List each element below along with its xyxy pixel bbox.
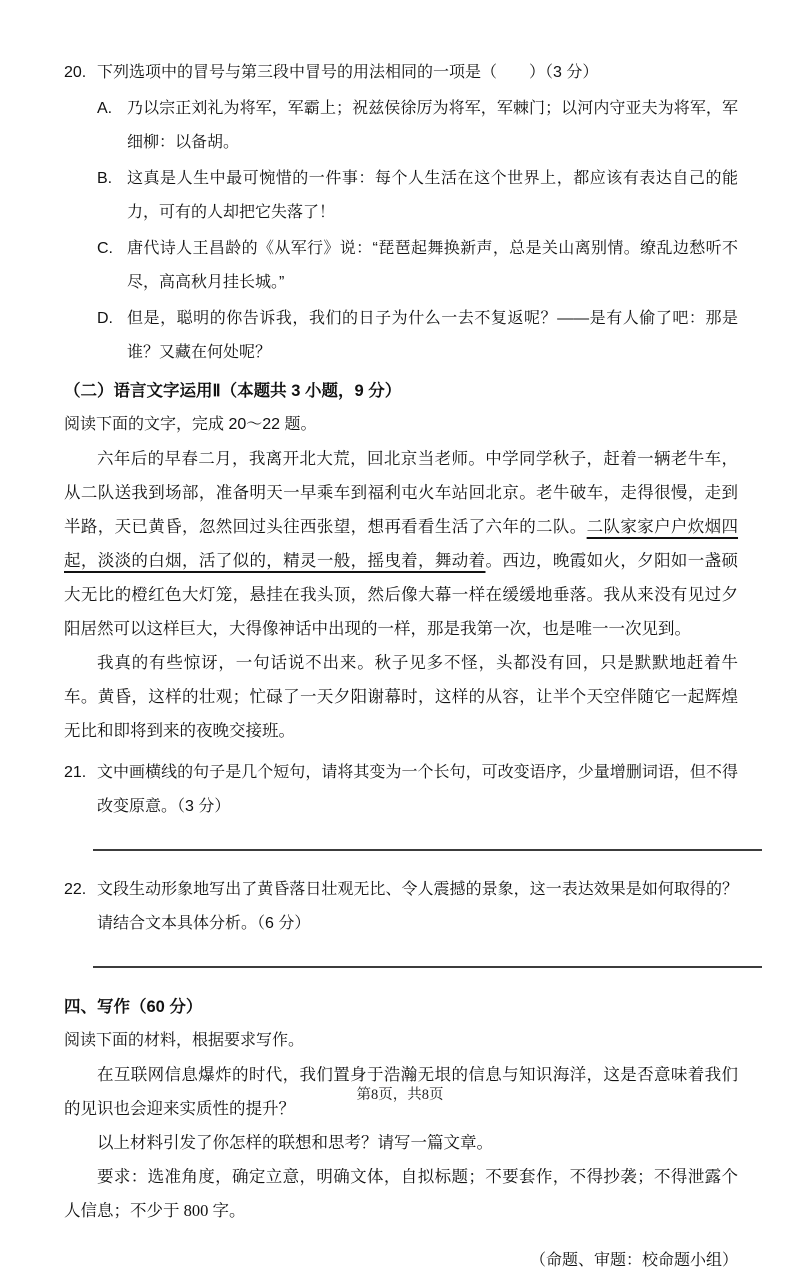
passage-p1-after: 。西边，晚霞如火，夕阳如一盏硕大无比的橙红色大灯笼，悬挂在我头顶，然后像大幕一样在缓缓地垂落。我从来没有见过夕阳居然可以这样巨大，大得像神话中出现的一样，那是我第一次，也是唯一一次见到。 [64, 551, 739, 638]
question-20-block [64, 56, 738, 370]
question-22 [64, 873, 738, 941]
option-b-label: B. [97, 170, 113, 187]
section-4-intro: 阅读下面的材料，根据要求写作。 [64, 1032, 305, 1049]
question-20-number: 20. [64, 64, 87, 81]
option-a-label: A. [97, 100, 113, 117]
page-footer: 第8页，共8页 [356, 1087, 444, 1103]
question-21-number: 21. [64, 764, 87, 781]
option-c-label: C. [97, 240, 113, 257]
essay-material: 在互联网信息爆炸的时代，我们置身于浩瀚无垠的信息与知识海洋，这是否意味着我们的见识也会迎来实质性的提升？ [64, 1065, 738, 1118]
passage-paragraph-2: 我真的有些惊讶，一句话说不出来。秋子见多不怪，头都没有回，只是默默地赶着牛车。黄昏，这样的壮观；忙碌了一天夕阳谢幕时，这样的从容，让半个天空伴随它一起辉煌无比和即将到来的夜晚交接班。 [64, 653, 738, 740]
section-4-heading: 四、写作（60 分） [64, 998, 203, 1016]
passage-p1-underlined-sentence: 二队家家户户炊烟四起，淡淡的白烟，活了似的，精灵一般，摇曳着，舞动着 [64, 517, 739, 570]
question-20-option-c [97, 232, 738, 300]
question-22-text: 文段生动形象地写出了黄昏落日壮观无比、令人震撼的景象，这一表达效果是如何取得的？请结合文本具体分析。（6 分） [97, 881, 738, 932]
question-22-number: 22. [64, 881, 87, 898]
option-c-text: 唐代诗人王昌龄的《从军行》说：“琵琶起舞换新声，总是关山离别情。缭乱边愁听不尽，高高秋月挂长城。” [127, 240, 738, 291]
essay-prompt: 以上材料引发了你怎样的联想和思考？请写一篇文章。 [97, 1133, 493, 1152]
option-b-text: 这真是人生中最可惋惜的一件事：每个人生活在这个世界上，都应该有表达自己的能力，可有的人却把它失落了！ [127, 170, 738, 221]
option-a-text: 乃以宗正刘礼为将军，军霸上；祝兹侯徐厉为将军，军棘门；以河内守亚夫为将军，军细柳：以备胡。 [127, 100, 738, 151]
section-2-instruction: 阅读下面的文字，完成 20～22 题。 [64, 416, 317, 433]
passage-paragraph-1 [64, 442, 738, 646]
question-20-stem: 下列选项中的冒号与第三段中冒号的用法相同的一项是（ ）（3 分） [97, 64, 599, 81]
option-d-label: D. [97, 310, 113, 327]
question-21-text: 文中画横线的句子是几个短句，请将其变为一个长句，可改变语序，少量增删词语，但不得改变原意。（3 分） [97, 764, 738, 815]
question-20-option-b [97, 162, 738, 230]
attribution: （命题、审题：校命题小组） [529, 1252, 738, 1269]
answer-divider-1 [93, 849, 762, 851]
question-20 [64, 56, 738, 90]
option-d-text: 但是，聪明的你告诉我，我们的日子为什么一去不复返呢？——是有人偷了吧：那是谁？又藏在何处呢？ [127, 310, 738, 361]
answer-divider-2 [93, 966, 762, 968]
section-2-heading: （二）语言文字运用Ⅱ（本题共 3 小题，9 分） [64, 382, 402, 400]
question-21 [64, 756, 738, 824]
essay-requirements: 要求：选准角度，确定立意，明确文体，自拟标题；不要套作，不得抄袭；不得泄露个人信息；不少于 800 字。 [64, 1167, 738, 1220]
question-20-option-a [97, 92, 738, 160]
question-20-option-d [97, 302, 738, 370]
passage-p1-before: 六年后的早春二月，我离开北大荒，回北京当老师。中学同学秋子，赶着一辆老牛车，从二队送我到场部，准备明天一早乘车到福利屯火车站回北京。老牛破车，走得很慢，走到半路，天已黄昏，忽然回过头往西张望，想再看看生活了六年的二队。 [64, 449, 738, 536]
